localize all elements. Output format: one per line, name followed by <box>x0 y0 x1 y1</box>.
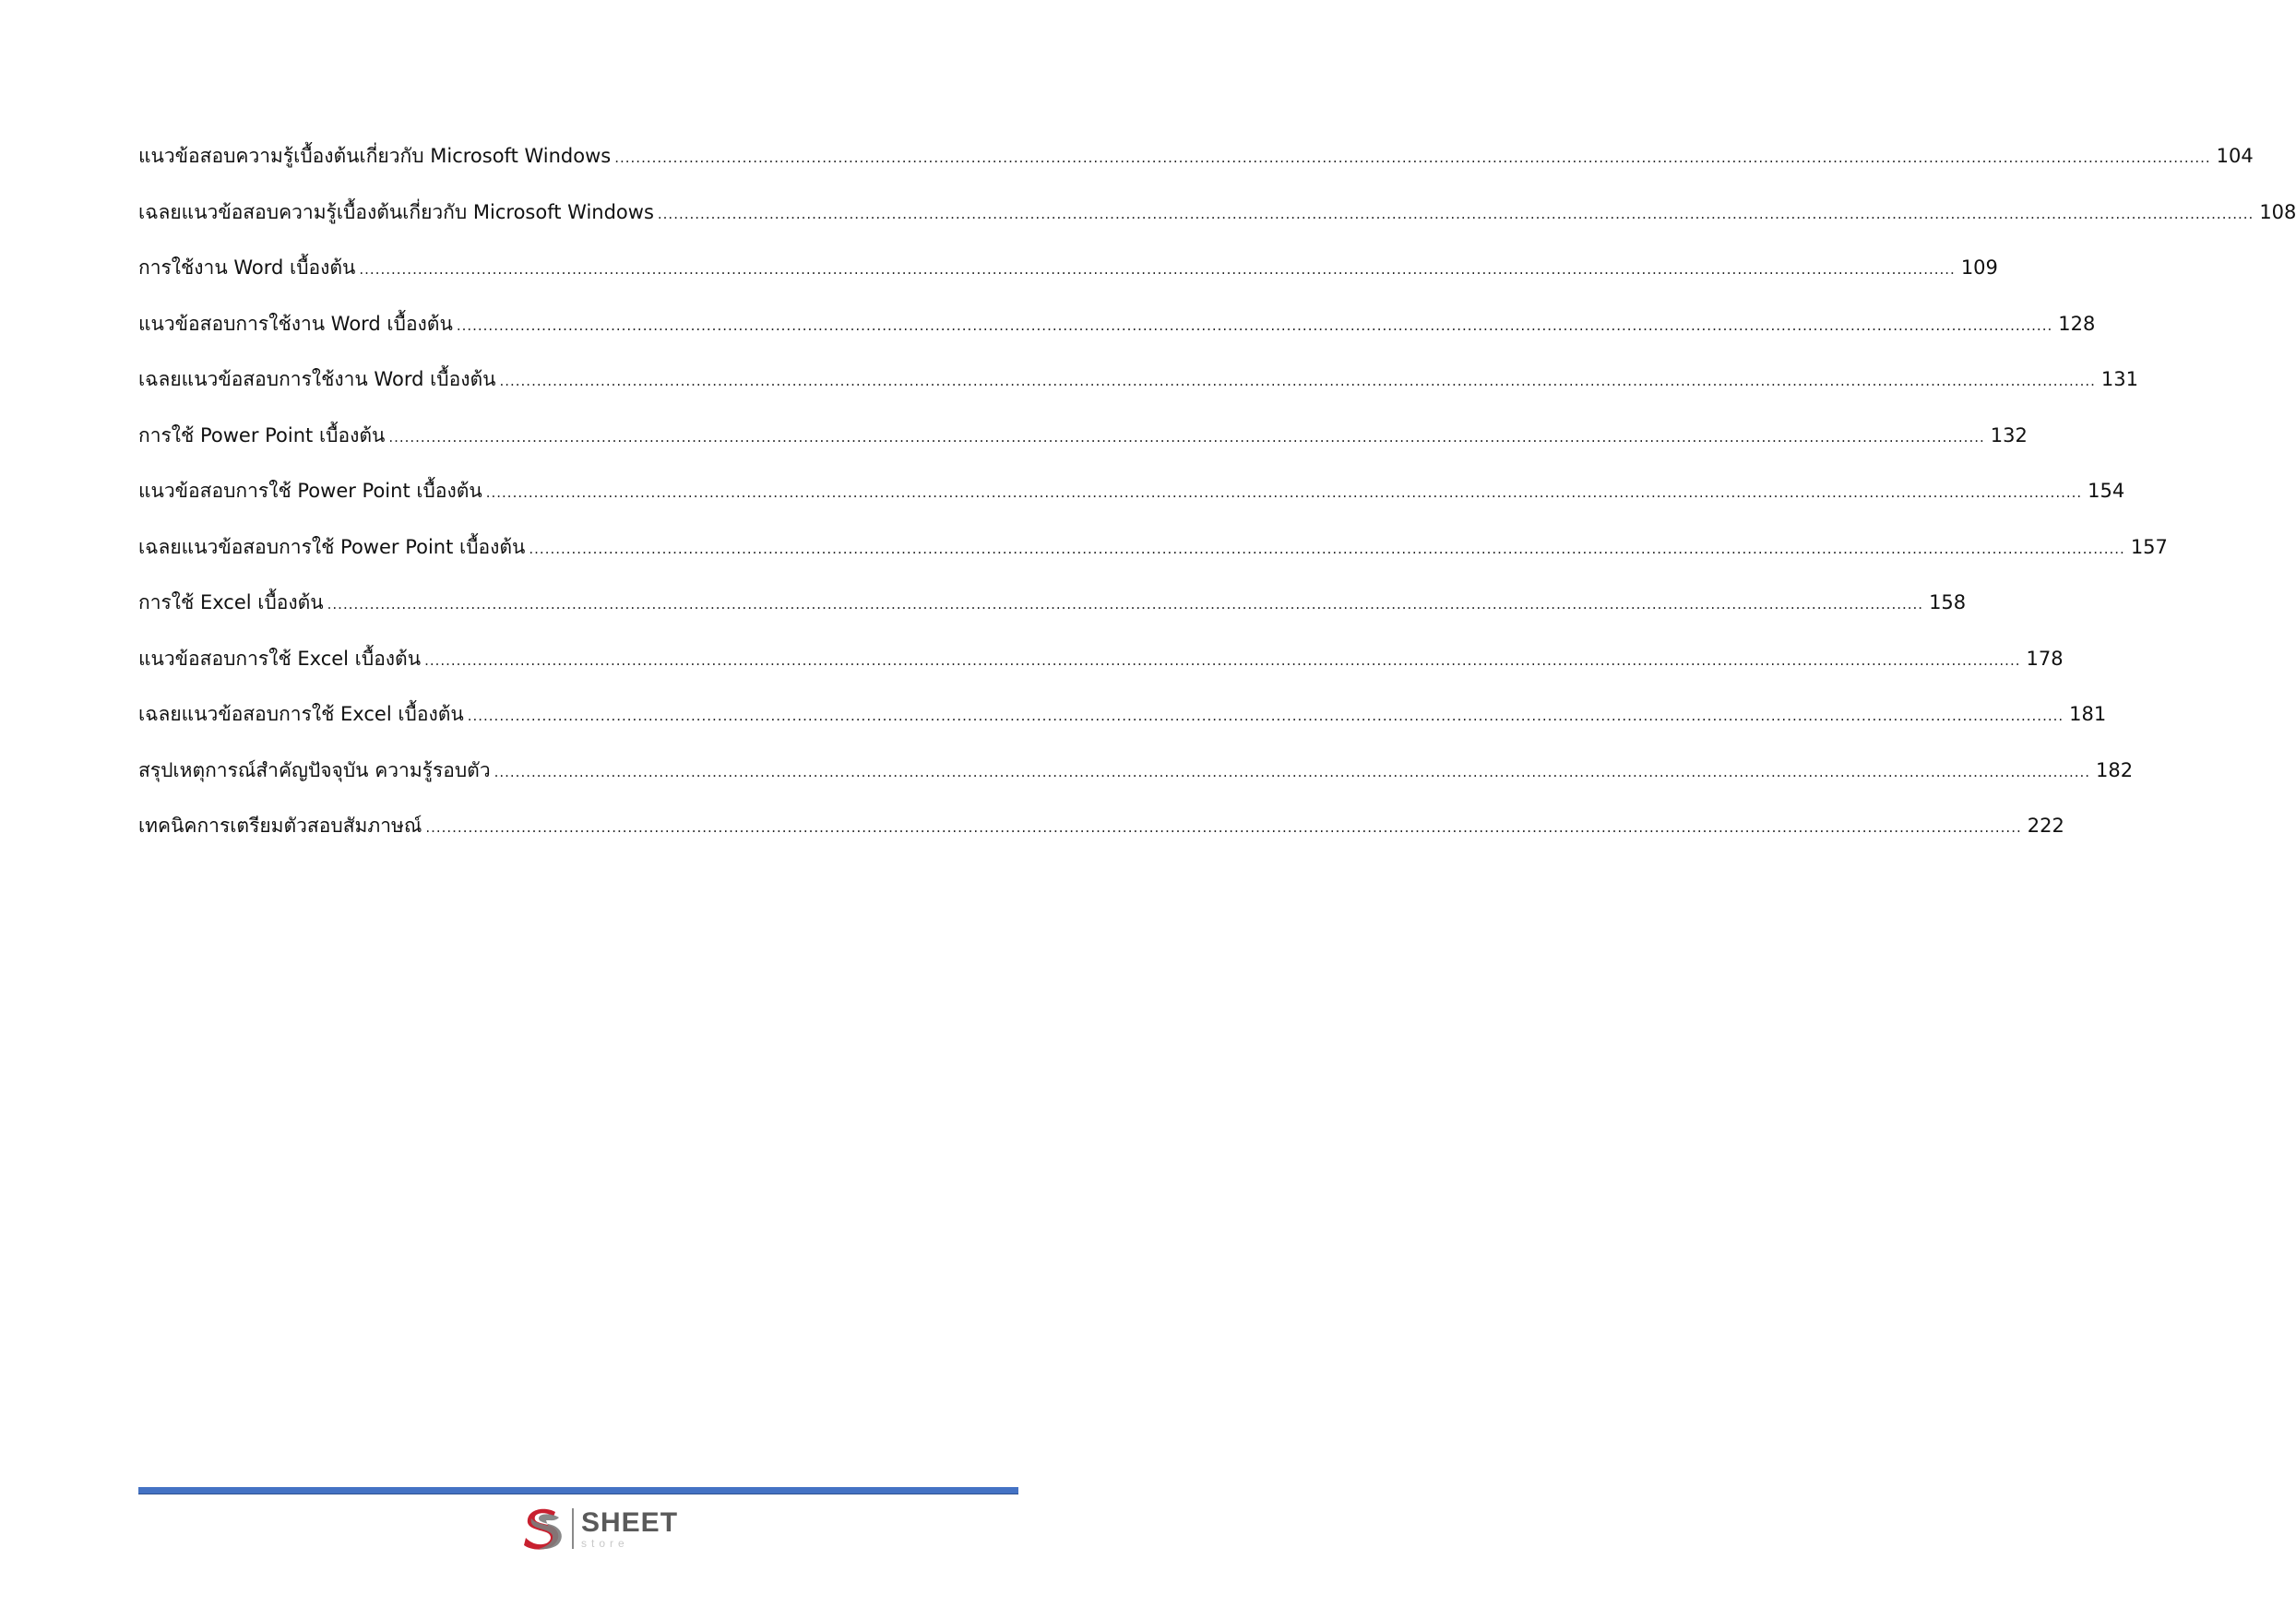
toc-entry[interactable] <box>138 365 2138 422</box>
toc-entry-page: 182 <box>2096 758 2134 781</box>
logo-text <box>581 1506 679 1550</box>
toc-entry-page: 131 <box>2100 368 2138 390</box>
toc-entry-title: สรุปเหตุการณ์สำคัญปัจจุบัน ความรู้รอบตัว <box>138 758 491 781</box>
toc-entry-title: แนวข้อสอบการใช้ Power Point เบื้องต้น <box>138 480 482 502</box>
toc-entry-page: 132 <box>1990 423 2028 446</box>
toc-entry-title: แนวข้อสอบการใช้ Excel เบื้องต้น <box>138 647 422 670</box>
logo-divider <box>572 1508 574 1549</box>
toc-entry-title: เฉลยแนวข้อสอบความรู้เบื้องต้นเกี่ยวกับ Microsoft Windows <box>138 200 654 223</box>
table-of-contents <box>138 142 2296 868</box>
toc-entry-title: เฉลยแนวข้อสอบการใช้ Excel เบื้องต้น <box>138 703 464 725</box>
toc-entry[interactable] <box>138 254 1998 310</box>
sheet-store-logo-icon <box>518 1505 566 1553</box>
toc-entry-title: การใช้งาน Word เบื้องต้น <box>138 256 356 279</box>
toc-leader-dots: ............................................................................................................................................................................................................................................................................................................ <box>499 373 2096 389</box>
toc-leader-dots: ............................................................................................................................................................................................................................................................................................................ <box>456 316 2053 334</box>
toc-leader-dots: ............................................................................................................................................................................................................................................................................................................ <box>494 763 2091 780</box>
toc-entry[interactable] <box>138 310 2096 366</box>
toc-entry[interactable] <box>138 198 2296 255</box>
logo-word: SHEET <box>581 1506 679 1538</box>
toc-entry[interactable] <box>138 477 2125 533</box>
toc-leader-dots: ............................................................................................................................................................................................................................................................................................................ <box>425 819 2022 836</box>
toc-entry-title: เฉลยแนวข้อสอบการใช้งาน Word เบื้องต้น <box>138 368 496 390</box>
toc-leader-dots: ............................................................................................................................................................................................................................................................................................................ <box>657 205 2254 222</box>
toc-entry-page: 128 <box>2058 312 2096 335</box>
toc-entry-page: 104 <box>2216 145 2254 167</box>
toc-entry-title: การใช้ Power Point เบื้องต้น <box>138 423 386 446</box>
toc-entry-title: เฉลยแนวข้อสอบการใช้ Power Point เบื้องต้น <box>138 535 526 558</box>
toc-entry[interactable] <box>138 589 1967 645</box>
toc-entry[interactable] <box>138 700 2107 756</box>
logo-subtext: store <box>581 1536 629 1550</box>
toc-entry-page: 181 <box>2069 703 2107 725</box>
footer-divider <box>138 1487 1018 1494</box>
toc-entry-page: 158 <box>1929 591 1967 613</box>
toc-entry-title: แนวข้อสอบความรู้เบื้องต้นเกี่ยวกับ Microsoft Windows <box>138 145 612 167</box>
toc-leader-dots: ............................................................................................................................................................................................................................................................................................................ <box>359 261 1956 278</box>
toc-entry-page: 154 <box>2088 480 2125 502</box>
toc-entry-title: แนวข้อสอบการใช้งาน Word เบื้องต้น <box>138 312 453 335</box>
toc-entry-page: 178 <box>2026 647 2064 670</box>
toc-leader-dots: ............................................................................................................................................................................................................................................................................................................ <box>467 708 2064 724</box>
toc-entry-page: 222 <box>2027 815 2064 837</box>
toc-entry[interactable] <box>138 812 2064 868</box>
toc-leader-dots: ............................................................................................................................................................................................................................................................................................................ <box>485 484 2083 501</box>
toc-entry-page: 109 <box>1960 256 1998 279</box>
toc-leader-dots: ............................................................................................................................................................................................................................................................................................................ <box>614 149 2211 166</box>
toc-entry-page: 108 <box>2259 200 2296 223</box>
toc-entry[interactable] <box>138 422 2028 478</box>
toc-entry[interactable] <box>138 645 2064 701</box>
toc-entry[interactable] <box>138 142 2254 198</box>
toc-entry-title: การใช้ Excel เบื้องต้น <box>138 591 324 613</box>
toc-entry-title: เทคนิคการเตรียมตัวสอบสัมภาษณ์ <box>138 815 422 837</box>
toc-leader-dots: ............................................................................................................................................................................................................................................................................................................ <box>424 651 2021 669</box>
toc-entry[interactable] <box>138 533 2168 589</box>
toc-leader-dots: ............................................................................................................................................................................................................................................................................................................ <box>529 540 2125 557</box>
toc-entry-page: 157 <box>2130 535 2168 558</box>
toc-entry[interactable] <box>138 756 2134 813</box>
toc-leader-dots: ............................................................................................................................................................................................................................................................................................................ <box>327 596 1924 613</box>
sheet-store-logo <box>518 1504 678 1554</box>
toc-leader-dots: ............................................................................................................................................................................................................................................................................................................ <box>388 428 1985 446</box>
